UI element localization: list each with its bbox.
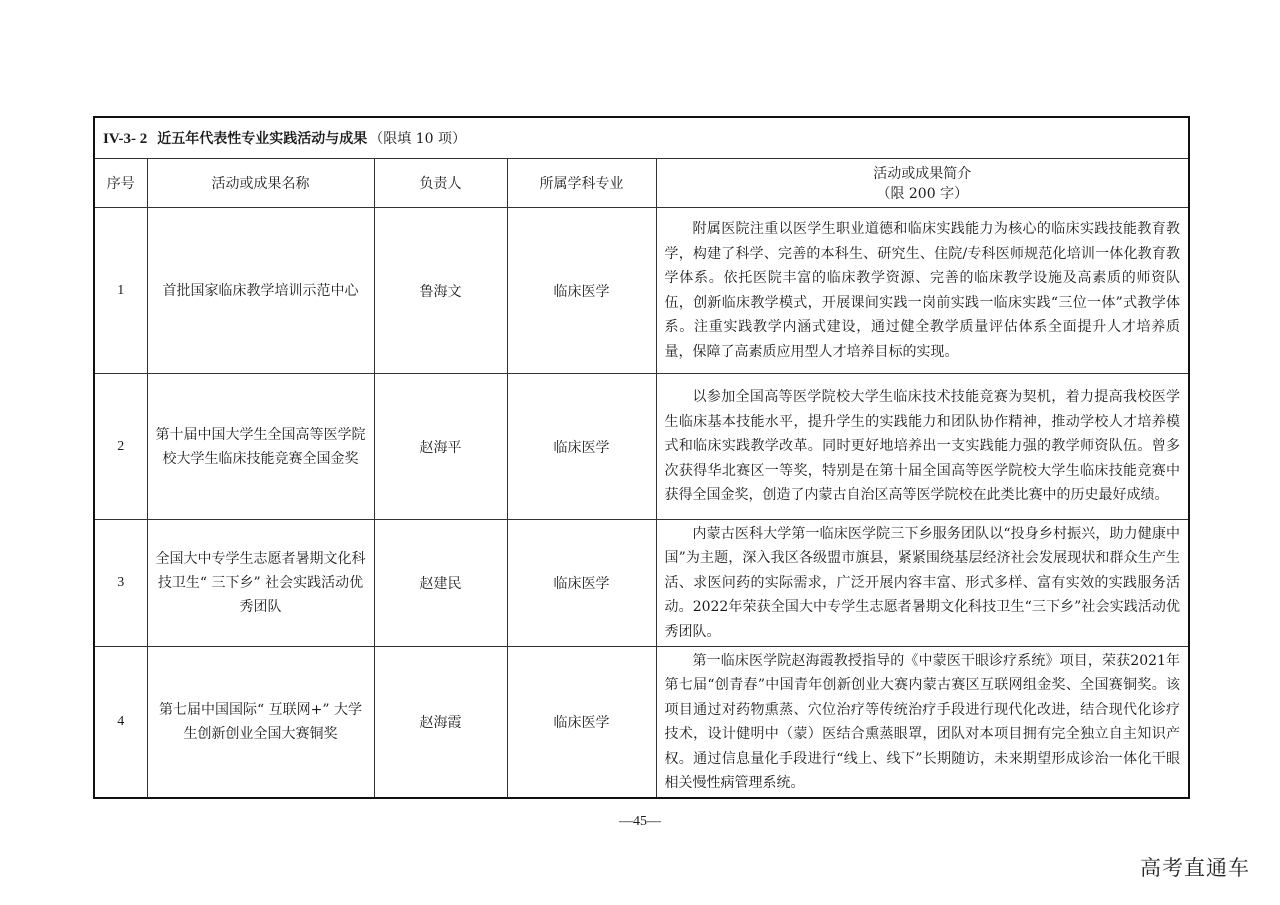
section-limit: （限填 10 项） <box>369 131 467 147</box>
row-leader: 鲁海文 <box>374 208 507 374</box>
row-name: 首批国家临床教学培训示范中心 <box>147 208 374 374</box>
header-seq: 序号 <box>94 159 147 208</box>
row-summary-text: 内蒙古医科大学第一临床医学院三下乡服务团队以“投身乡村振兴，助力健康中国”为主题，深入我区各级盟市旗县，紧紧围绕基层经济社会发展现状和群众生产生活、求医问药的实际需求，广泛开展内容丰富、形式多样、富有实效的实践服务活动。2022年荣获全国大中专学生志愿者暑期文化科技卫生“三下乡”社会实践活动优秀团队。 <box>664 525 1181 640</box>
row-seq: 3 <box>94 520 147 647</box>
table-row <box>94 374 1189 520</box>
header-summary-limit: （限 200 字） <box>876 186 969 202</box>
row-name: 第十届中国大学生全国高等医学院校大学生临床技能竞赛全国金奖 <box>147 374 374 520</box>
row-summary-text: 以参加全国高等医学院校大学生临床技术技能竞赛为契机，着力提高我校医学生临床基本技能水平，提升学生的实践能力和团队协作精神，推动学校人才培养模式和临床实践教学改革。同时更好地培养出一支实践能力强的教学师资队伍。曾多次获得华北赛区一等奖，特别是在第十届全国高等医学院校大学生临床技能竞赛中获得全国金奖，创造了内蒙古自治区高等医学院校在此类比赛中的历史最好成绩。 <box>664 389 1181 504</box>
header-summary <box>656 159 1189 208</box>
section-title <box>94 117 1189 159</box>
row-summary <box>656 520 1189 647</box>
practice-activities-table <box>93 116 1190 799</box>
header-discipline: 所属学科专业 <box>507 159 656 208</box>
table-row <box>94 647 1189 799</box>
row-seq: 2 <box>94 374 147 520</box>
row-summary-text: 第一临床医学院赵海霞教授指导的《中蒙医干眼诊疗系统》项目，荣获2021年第七届“创青春”中国青年创新创业大赛内蒙古赛区互联网组金奖、全国赛铜奖。该项目通过对药物熏蒸、穴位治疗等传统治疗手段进行现代化改进，结合现代化诊疗技术，设计健明中（蒙）医结合熏蒸眼罩，团队对本项目拥有完全独立自主知识产权。通过信息量化手段进行“线上、线下”长期随访，未来期望形成诊治一体化干眼相关慢性病管理系统。 <box>664 652 1181 791</box>
row-leader: 赵海霞 <box>374 647 507 799</box>
page-number: —45— <box>619 814 661 829</box>
row-summary <box>656 208 1189 374</box>
row-seq: 4 <box>94 647 147 799</box>
row-leader: 赵海平 <box>374 374 507 520</box>
watermark: 高考直通车 <box>1140 856 1250 880</box>
section-title-text: 近五年代表性专业实践活动与成果 <box>157 131 368 147</box>
header-summary-label: 活动或成果简介 <box>873 166 972 182</box>
row-summary <box>656 374 1189 520</box>
header-name: 活动或成果名称 <box>147 159 374 208</box>
row-discipline: 临床医学 <box>507 647 656 799</box>
row-discipline: 临床医学 <box>507 208 656 374</box>
row-leader: 赵建民 <box>374 520 507 647</box>
row-discipline: 临床医学 <box>507 520 656 647</box>
header-leader: 负责人 <box>374 159 507 208</box>
table-header-row <box>94 159 1189 208</box>
row-summary-text: 附属医院注重以医学生职业道德和临床实践能力为核心的临床实践技能教育教学，构建了科学、完善的本科生、研究生、住院/专科医师规范化培训一体化教育教学体系。依托医院丰富的临床教学资源、完善的临床教学设施及高素质的师资队伍，创新临床教学模式，开展课间实践一岗前实践一临床实践“三位一体”式教学体系。注重实践教学内涵式建设，通过健全教学质量评估体系全面提升人才培养质量，保障了高素质应用型人才培养目标的实现。 <box>664 221 1181 360</box>
row-summary <box>656 647 1189 799</box>
row-seq: 1 <box>94 208 147 374</box>
table-row <box>94 520 1189 647</box>
row-name: 第七届中国国际“ 互联网+” 大学生创新创业全国大赛铜奖 <box>147 647 374 799</box>
row-discipline: 临床医学 <box>507 374 656 520</box>
row-name: 全国大中专学生志愿者暑期文化科技卫生“ 三下乡” 社会实践活动优秀团队 <box>147 520 374 647</box>
section-code: IV-3- 2 <box>103 131 148 147</box>
table-row <box>94 208 1189 374</box>
